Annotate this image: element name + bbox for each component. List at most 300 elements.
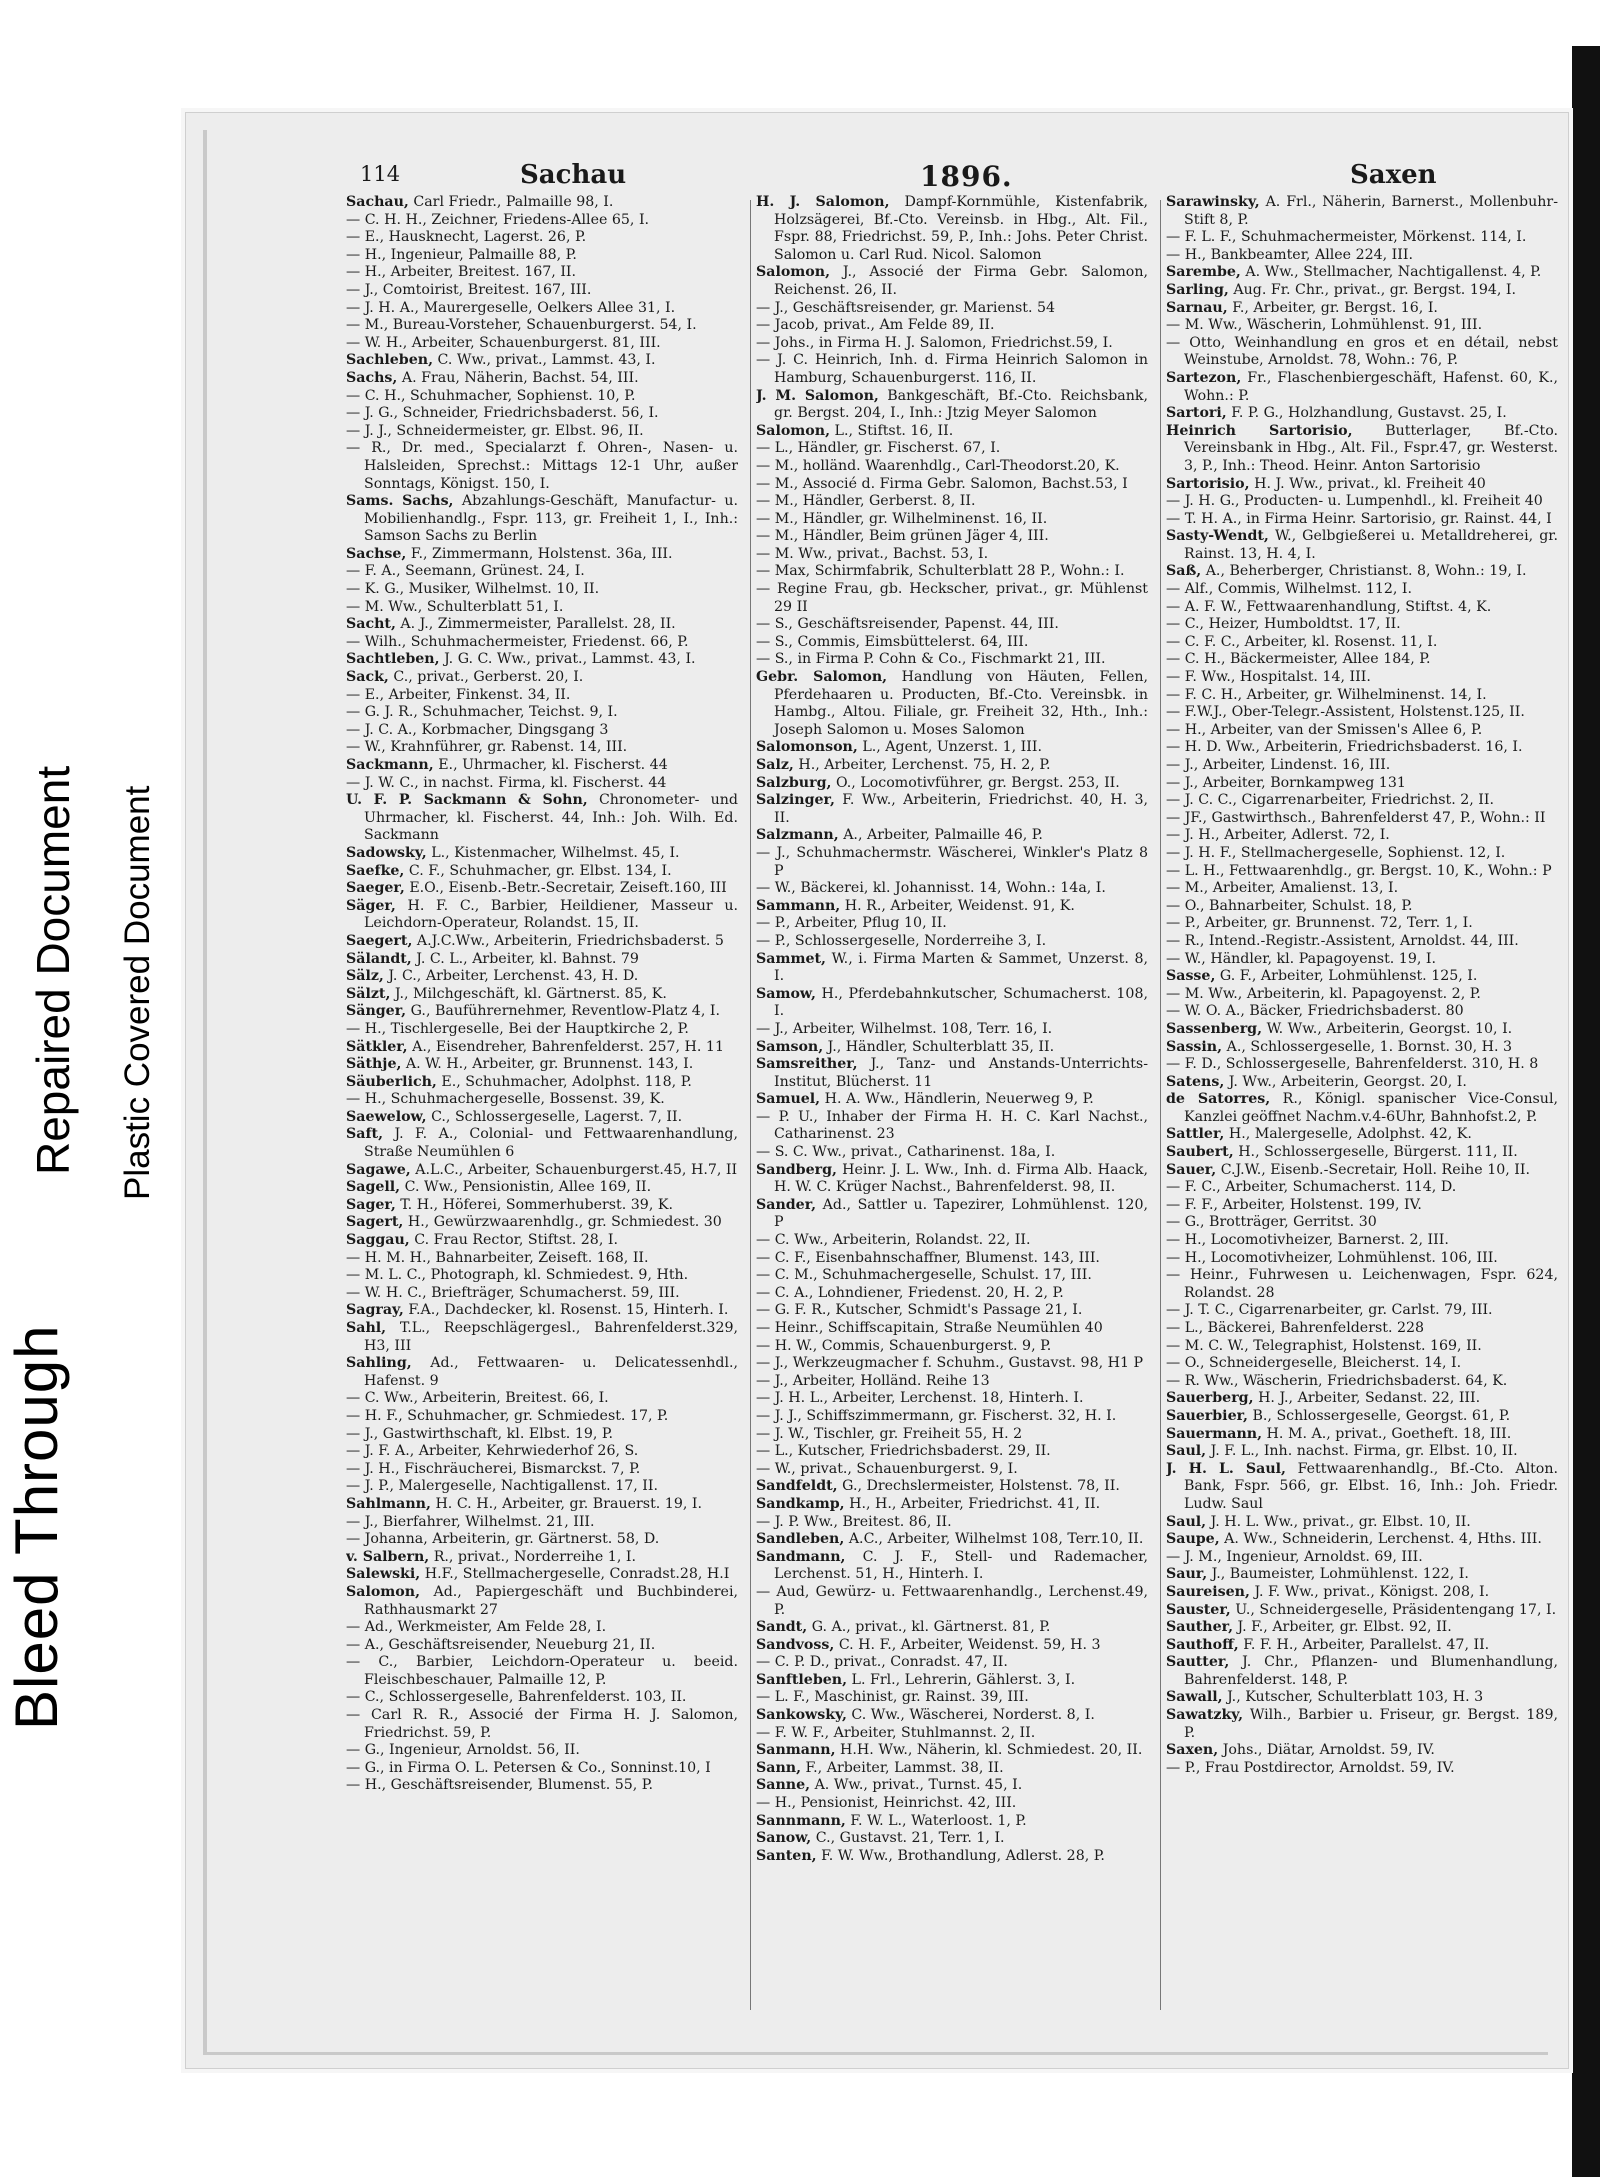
directory-entry (346, 968, 738, 986)
directory-entry (1166, 757, 1558, 775)
directory-entry (346, 863, 738, 881)
entry-name: Sarnau, (1166, 299, 1228, 316)
entry-text: — P. U., Inhaber der Firma H. H. C. Karl Nachst., Catharinenst. 23 (756, 1108, 1148, 1143)
directory-entry (346, 352, 738, 370)
directory-entry (756, 493, 1148, 511)
entry-text: J. G. C. Ww., privat., Lammst. 43, I. (444, 651, 696, 668)
entry-text: — W., privat., Schauenburgerst. 9, I. (756, 1460, 1018, 1477)
entry-name: Saul, (1166, 1443, 1207, 1460)
column-1 (346, 194, 738, 2014)
entry-name: Sasty-Wendt, (1166, 528, 1269, 545)
entry-text: J., Associé der Firma Gebr. Salomon, Reichenst. 26, II. (774, 264, 1148, 298)
entry-name: Saubert, (1166, 1144, 1234, 1161)
directory-entry (1166, 1126, 1558, 1144)
directory-entry (346, 951, 738, 969)
directory-entry (756, 1549, 1148, 1584)
entry-name: Saxen, (1166, 1742, 1219, 1759)
entry-text: J. F. L., Inh. nachst. Firma, gr. Elbst. 10, II. (1210, 1443, 1518, 1460)
directory-entry (1166, 317, 1558, 335)
directory-entry (756, 1531, 1148, 1549)
entry-text: L., Stiftst. 16, II. (834, 422, 954, 439)
directory-entry (1166, 1355, 1558, 1373)
entry-text: E., Uhrmacher, kl. Fischerst. 44 (438, 757, 668, 773)
directory-entry (346, 722, 738, 740)
entry-text: C., privat., Gerberst. 20, I. (393, 669, 584, 686)
entry-text: B., Schlossergeselle, Georgst. 61, P. (1252, 1407, 1511, 1424)
entry-text: A. Frl., Näherin, Barnerst., Mollenbuhr-Stift 8, P. (1184, 194, 1558, 228)
directory-entry (346, 1179, 738, 1197)
directory-entry (1166, 282, 1558, 300)
entry-name: Gebr. Salomon, (756, 669, 888, 686)
directory-entry (346, 1777, 738, 1795)
entry-name: Salzmann, (756, 827, 839, 844)
entry-name: Sassin, (1166, 1038, 1223, 1055)
entry-text: W. Ww., Arbeiterin, Georgst. 10, I. (1266, 1020, 1513, 1037)
entry-text: — O., Bahnarbeiter, Schulst. 18, P. (1166, 897, 1413, 914)
directory-entry (1166, 1461, 1558, 1514)
entry-text: L. Frl., Lehrerin, Gählerst. 3, I. (851, 1671, 1076, 1688)
entry-name: Samson, (756, 1038, 824, 1055)
running-head-year: 1896. (920, 160, 1013, 193)
entry-text: — C. Ww., Arbeiterin, Rolandst. 22, II. (756, 1232, 1031, 1249)
entry-text: — H., Bankbeamter, Allee 224, III. (1166, 246, 1413, 263)
directory-entry (1166, 1566, 1558, 1584)
directory-entry (1166, 1074, 1558, 1092)
entry-name: Sartorisio, (1166, 475, 1250, 492)
directory-entry (756, 1478, 1148, 1496)
entry-text: F. F. H., Arbeiter, Parallelst. 47, II. (1243, 1636, 1490, 1653)
entry-text: — H., Ingenieur, Palmaille 88, P. (346, 246, 577, 263)
entry-text: — C. F. C., Arbeiter, kl. Rosenst. 11, I. (1166, 633, 1438, 650)
directory-entry (756, 827, 1148, 845)
directory-entry (756, 933, 1148, 951)
directory-entry (756, 951, 1148, 986)
directory-entry (756, 845, 1148, 880)
entry-text: J., Händler, Schulterblatt 35, II. (827, 1038, 1055, 1055)
entry-text: — H., Pensionist, Heinrichst. 42, III. (756, 1795, 1017, 1812)
entry-text: — J. F. A., Arbeiter, Kehrwiederhof 26, S. (346, 1443, 639, 1460)
directory-entry (346, 1461, 738, 1479)
entry-text: — M., Händler, Beim grünen Jäger 4, III. (756, 528, 1049, 545)
entry-text: — J., Geschäftsreisender, gr. Marienst. 54 (756, 299, 1056, 316)
directory-entry (346, 1126, 738, 1161)
directory-entry (1166, 951, 1558, 969)
entry-text: C., Gustavst. 21, Terr. 1, I. (815, 1830, 1005, 1847)
entry-name: Sänger, (346, 1003, 407, 1020)
entry-text: C. Ww., privat., Lammst. 43, I. (437, 352, 656, 369)
entry-text: F. W. Ww., Brothandlung, Adlerst. 28, P. (821, 1847, 1105, 1864)
entry-text: Handlung von Häuten, Fellen, Pferdehaaren u. Producten, Bf.-Cto. Vereinsbk. in Hambg., Altou. Filiale, gr. Freiheit 32, Hth., Inh.: Joseph Salomon u. Moses Salomon (774, 669, 1148, 738)
entry-text: — W. O. A., Bäcker, Friedrichsbaderst. 80 (1166, 1003, 1464, 1020)
directory-entry (346, 1232, 738, 1250)
directory-entry (756, 1689, 1148, 1707)
directory-entry (346, 933, 738, 951)
entry-text: A., Eisendreher, Bahrenfelderst. 257, H. 11 (412, 1038, 724, 1055)
entry-text: — S., Commis, Eimsbüttelerst. 64, III. (756, 633, 1029, 650)
directory-entry (346, 1039, 738, 1057)
directory-entry (346, 687, 738, 705)
entry-text: A.J.C.Ww., Arbeiterin, Friedrichsbaderst. 5 (416, 932, 724, 949)
directory-entry (756, 792, 1148, 827)
directory-entry (346, 1496, 738, 1514)
directory-entry (756, 775, 1148, 793)
directory-entry (756, 669, 1148, 739)
directory-entry (1166, 739, 1558, 757)
directory-entry (1166, 880, 1558, 898)
directory-entry (1166, 405, 1558, 423)
entry-text: T. H., Höferei, Sommerhuberst. 39, K. (400, 1196, 673, 1213)
directory-entry (346, 212, 738, 230)
entry-name: Sannmann, (756, 1812, 846, 1829)
entry-text: Chronometer- und Uhrmacher, kl. Fischerst. 44, Inh.: Joh. Wilh. Ed. Sackmann (364, 792, 738, 844)
directory-entry (346, 1760, 738, 1778)
directory-entry (1166, 1549, 1558, 1567)
entry-text: — Johs., in Firma H. J. Salomon, Friedrichst.59, I. (756, 334, 1113, 351)
directory-entry (346, 1214, 738, 1232)
directory-entry (346, 1003, 738, 1021)
directory-entry (1166, 194, 1558, 229)
running-head-right: Saxen (1350, 160, 1437, 190)
entry-text: — J., Arbeiter, Holländ. Reihe 13 (756, 1372, 990, 1389)
entry-text: — W., Händler, kl. Papagoyenst. 19, I. (1166, 950, 1436, 967)
entry-text: J. Chr., Pflanzen- und Blumenhandlung, Bahrenfelderst. 148, P. (1184, 1654, 1558, 1688)
directory-entry (346, 1250, 738, 1268)
directory-entry (756, 1039, 1148, 1057)
directory-entry (1166, 669, 1558, 687)
entry-text: R., privat., Norderreihe 1, I. (433, 1548, 636, 1565)
entry-name: Sandt, (756, 1619, 808, 1636)
directory-entry (346, 546, 738, 564)
directory-entry (1166, 1338, 1558, 1356)
directory-entry (756, 1707, 1148, 1725)
entry-name: Sanow, (756, 1830, 812, 1847)
directory-entry (346, 757, 738, 775)
entry-text: — A., Geschäftsreisender, Neueburg 21, II. (346, 1636, 656, 1653)
entry-text: F. Ww., Arbeiterin, Friedrichst. 40, H. 3, II. (774, 792, 1148, 826)
entry-text: G., Bauführernehmer, Reventlow-Platz 4, I. (410, 1003, 720, 1020)
entry-name: Heinrich Sartorisio, (1166, 422, 1353, 439)
entry-text: J. Ww., Arbeiterin, Georgst. 20, I. (1228, 1073, 1467, 1090)
directory-entry (756, 352, 1148, 387)
directory-entry (756, 1408, 1148, 1426)
entry-text: H. F. C., Barbier, Heildiener, Masseur u. Leichdorn-Operateur, Rolandst. 15, II. (364, 897, 738, 932)
directory-entry (346, 1355, 738, 1390)
entry-name: Sandleben, (756, 1531, 845, 1548)
entry-name: H. J. Salomon, (756, 194, 890, 210)
entry-text: — F. A., Seemann, Grünest. 24, I. (346, 563, 585, 580)
directory-entry (346, 247, 738, 265)
entry-text: — C., Schlossergeselle, Bahrenfelderst. 103, II. (346, 1689, 687, 1706)
directory-entry (1166, 616, 1558, 634)
directory-entry (1166, 1250, 1558, 1268)
directory-entry (756, 1760, 1148, 1778)
entry-text: — L., Kutscher, Friedrichsbaderst. 29, II. (756, 1443, 1051, 1460)
entry-text: J. H. L. Ww., privat., gr. Elbst. 10, II. (1210, 1513, 1471, 1530)
entry-text: — M. Ww., Wäscherin, Lohmühlenst. 91, III. (1166, 317, 1483, 334)
directory-entry (1166, 687, 1558, 705)
directory-entry (1166, 1232, 1558, 1250)
entry-text: C. Ww., Wäscherei, Norderst. 8, I. (851, 1707, 1095, 1724)
entry-name: Sauerberg, (1166, 1390, 1254, 1407)
directory-entry (756, 1461, 1148, 1479)
directory-entry (346, 440, 738, 493)
directory-entry (1166, 792, 1558, 810)
directory-entry (1166, 229, 1558, 247)
entry-name: Sammann, (756, 897, 841, 914)
entry-text: — J. H. A., Maurergeselle, Oelkers Allee 31, I. (346, 299, 676, 316)
directory-entry (756, 1637, 1148, 1655)
entry-text: — H. W., Commis, Schauenburgerst. 9, P. (756, 1337, 1052, 1354)
entry-text: — H., Schuhmachergeselle, Bossenst. 39, K. (346, 1091, 665, 1108)
entry-name: Sachau, (346, 194, 409, 210)
directory-entry (1166, 423, 1558, 476)
directory-entry (346, 370, 738, 388)
directory-entry (1166, 898, 1558, 916)
entry-text: — E., Hausknecht, Lagerst. 26, P. (346, 229, 587, 246)
entry-text: C. J. F., Stell- und Rademacher, Lerchenst. 51, H., Hinterh. I. (774, 1548, 1148, 1583)
entry-text: Dampf-Kornmühle, Kistenfabrik, Holzsägerei, Bf.-Cto. Vereinsb. in Hbg., Alt. Fil., Fspr. 88, Friedrichst. 59, P., Inh.: Johs. Peter Christ. Salomon u. Carl Rud. Nicol. Salomon (774, 194, 1148, 263)
directory-entry (1166, 1408, 1558, 1426)
entry-name: Saur, (1166, 1566, 1208, 1583)
directory-entry (1166, 370, 1558, 405)
entry-text: H.H. Ww., Näherin, kl. Schmiedest. 20, II. (840, 1742, 1143, 1759)
directory-entry (1166, 1443, 1558, 1461)
directory-entry (756, 1672, 1148, 1690)
entry-text: — J., Arbeiter, Lindenst. 16, III. (1166, 757, 1391, 773)
directory-entry (756, 423, 1148, 441)
entry-name: de Satorres, (1166, 1091, 1271, 1108)
directory-entry (346, 1707, 738, 1742)
entry-name: Sahlmann, (346, 1495, 431, 1512)
directory-entry (346, 335, 738, 353)
directory-entry (1166, 1707, 1558, 1742)
directory-entry (1166, 581, 1558, 599)
entry-text: — J. H. L., Arbeiter, Lerchenst. 18, Hinterh. I. (756, 1390, 1084, 1407)
directory-entry (1166, 1267, 1558, 1302)
directory-entry (1166, 1742, 1558, 1760)
directory-entry (346, 423, 738, 441)
directory-entry (1166, 528, 1558, 563)
entry-text: — L. F., Maschinist, gr. Rainst. 39, III. (756, 1689, 1029, 1706)
entry-text: E.O., Eisenb.-Betr.-Secretair, Zeiseft.160, III (409, 880, 727, 897)
entry-name: Säuberlich, (346, 1073, 437, 1090)
directory-entry (756, 546, 1148, 564)
directory-entry (756, 335, 1148, 353)
entry-text: — F. Ww., Hospitalst. 14, III. (1166, 669, 1371, 686)
entry-text: — H. M. H., Bahnarbeiter, Zeiseft. 168, II. (346, 1249, 649, 1266)
directory-entry (1166, 1091, 1558, 1126)
directory-entry (756, 388, 1148, 423)
entry-name: Sassenberg, (1166, 1020, 1263, 1037)
entry-name: Saß, (1166, 563, 1202, 580)
entry-name: Sauerbier, (1166, 1407, 1248, 1424)
directory-entry (1166, 1302, 1558, 1320)
entry-text: C. F., Schuhmacher, gr. Elbst. 134, I. (408, 862, 672, 879)
directory-entry (1166, 1039, 1558, 1057)
entry-name: Sattler, (1166, 1126, 1225, 1143)
entry-name: Sagray, (346, 1302, 404, 1319)
directory-entry (346, 1478, 738, 1496)
entry-text: C. Ww., Pensionistin, Allee 169, II. (404, 1179, 652, 1196)
entry-text: G. A., privat., kl. Gärtnerst. 81, P. (811, 1619, 1051, 1636)
directory-entry (346, 1390, 738, 1408)
entry-text: — H., Arbeiter, Breitest. 167, II. (346, 264, 577, 281)
entry-text: — F. D., Schlossergeselle, Bahrenfelderst. 310, H. 8 (1166, 1056, 1539, 1073)
directory-entry (1166, 775, 1558, 793)
directory-entry (756, 476, 1148, 494)
directory-entry (346, 1549, 738, 1567)
directory-entry (756, 440, 1148, 458)
directory-entry (756, 898, 1148, 916)
directory-entry (756, 1144, 1148, 1162)
entry-text: — P., Arbeiter, Pflug 10, II. (756, 915, 947, 932)
directory-entry (346, 1320, 738, 1355)
entry-name: Sauster, (1166, 1601, 1231, 1618)
directory-entry (1166, 1390, 1558, 1408)
directory-entry (1166, 968, 1558, 986)
entry-name: Sälz, (346, 968, 384, 985)
entry-name: Sackmann, (346, 757, 434, 773)
entry-text: — C., Barbier, Leichdorn-Operateur u. beeid. Fleischbeschauer, Palmaille 12, P. (346, 1654, 738, 1688)
directory-entry (1166, 1602, 1558, 1620)
entry-text: — C., Heizer, Humboldtst. 17, II. (1166, 616, 1401, 633)
entry-name: Sachleben, (346, 352, 434, 369)
column-3 (1166, 194, 1558, 2014)
entry-text: L., Agent, Unzerst. 1, III. (862, 739, 1042, 756)
directory-entry (1166, 1320, 1558, 1338)
entry-text: — Regine Frau, gb. Heckscher, privat., gr. Mühlenst 29 II (756, 581, 1148, 615)
directory-entry (756, 1584, 1148, 1619)
entry-text: J. F., Arbeiter, gr. Elbst. 92, II. (1237, 1619, 1452, 1636)
entry-name: Sachse, (346, 545, 407, 562)
directory-entry (1166, 511, 1558, 529)
entry-text: — J. G., Schneider, Friedrichsbaderst. 56, I. (346, 405, 659, 422)
directory-entry (1166, 1637, 1558, 1655)
directory-entry (756, 1285, 1148, 1303)
directory-entry (346, 1109, 738, 1127)
entry-name: Sammet, (756, 950, 826, 967)
entry-text: H., Gewürzwaarenhdlg., gr. Schmiedest. 30 (407, 1214, 722, 1231)
entry-text: — J., Arbeiter, Wilhelmst. 108, Terr. 16, I. (756, 1020, 1053, 1037)
directory-entry (346, 704, 738, 722)
entry-text: A.L.C., Arbeiter, Schauenburgerst.45, H.7, II (415, 1161, 738, 1178)
directory-entry (1166, 1689, 1558, 1707)
entry-text: F. W. L., Waterloost. 1, P. (850, 1812, 1027, 1829)
directory-entry (346, 317, 738, 335)
directory-entry (1166, 300, 1558, 318)
entry-text: C. Frau Rector, Stiftst. 28, I. (414, 1232, 618, 1249)
entry-text: — F. F., Arbeiter, Holstenst. 199, IV. (1166, 1196, 1422, 1213)
entry-name: Salomon, (756, 264, 831, 281)
entry-name: J. M. Salomon, (756, 387, 879, 404)
entry-name: Sawatzky, (1166, 1707, 1244, 1724)
entry-text: — Heinr., Schiffscapitain, Straße Neumühlen 40 (756, 1320, 1103, 1336)
entry-text: — H., Tischlergeselle, Bei der Hauptkirche 2, P. (346, 1020, 689, 1037)
directory-entry (756, 880, 1148, 898)
entry-text: — J., Schuhmachermstr. Wäscherei, Winkler's Platz 8 P (756, 844, 1148, 879)
entry-text: — Johanna, Arbeiterin, gr. Gärtnerst. 58, D. (346, 1531, 660, 1548)
entry-text: C. H. F., Arbeiter, Weidenst. 59, H. 3 (838, 1636, 1101, 1653)
entry-name: Sautter, (1166, 1654, 1230, 1671)
entry-text: — Jacob, privat., Am Felde 89, II. (756, 317, 995, 334)
entry-text: C., Schlossergeselle, Lagerst. 7, II. (431, 1108, 683, 1125)
directory-entry (756, 1338, 1148, 1356)
entry-name: Sätkler, (346, 1038, 408, 1055)
directory-entry (1166, 1619, 1558, 1637)
directory-entry (756, 757, 1148, 775)
directory-entry (756, 1848, 1148, 1866)
entry-text: — J. T. C., Cigarrenarbeiter, gr. Carlst. 79, III. (1166, 1302, 1493, 1319)
entry-text: — R., Dr. med., Specialarzt f. Ohren-, Nasen- u. Halsleiden, Sprechst.: Mittags 12-1 Uhr, außer Sonntags, Königst. 150, I. (346, 440, 738, 492)
entry-name: Sauthoff, (1166, 1636, 1239, 1653)
entry-text: — T. H. A., in Firma Heinr. Sartorisio, gr. Rainst. 44, I (1166, 510, 1552, 527)
directory-entry (346, 1689, 738, 1707)
entry-text: H. M. A., privat., Goetheft. 18, III. (1266, 1425, 1512, 1442)
directory-entry (756, 1373, 1148, 1391)
entry-text: — O., Schneidergeselle, Bleicherst. 14, I. (1166, 1355, 1462, 1372)
entry-name: Sanftleben, (756, 1671, 848, 1688)
entry-text: W., i. Firma Marten & Sammet, Unzerst. 8, I. (774, 950, 1148, 985)
entry-name: Sandberg, (756, 1161, 837, 1178)
entry-text: H., Pferdebahnkutscher, Schumacherst. 108, I. (774, 985, 1148, 1020)
entry-text: — C. F., Eisenbahnschaffner, Blumenst. 143, III. (756, 1249, 1100, 1266)
directory-entry (756, 511, 1148, 529)
directory-entry (1166, 1179, 1558, 1197)
entry-text: — C. M., Schuhmachergeselle, Schulst. 17, III. (756, 1267, 1092, 1284)
entry-text: — J. H., Arbeiter, Adlerst. 72, I. (1166, 827, 1390, 844)
directory-entry (1166, 986, 1558, 1004)
entry-name: Salomon, (756, 422, 831, 439)
directory-entry (346, 1021, 738, 1039)
entry-name: Salzburg, (756, 774, 832, 791)
entry-text: Heinr. J. L. Ww., Inh. d. Firma Alb. Haack, H. W. C. Krüger Nachst., Bahrenfelderst. 98, II. (774, 1161, 1148, 1196)
entry-text: — G., Brotträger, Gerritst. 30 (1166, 1214, 1377, 1231)
directory-entry (346, 792, 738, 845)
entry-text: — Aud, Gewürz- u. Fettwaarenhandlg., Lerchenst.49, P. (756, 1583, 1148, 1618)
entry-name: Sauermann, (1166, 1425, 1263, 1442)
entry-text: — F. W. F., Arbeiter, Stuhlmannst. 2, II. (756, 1724, 1036, 1741)
entry-text: — M. Ww., Schulterblatt 51, I. (346, 598, 564, 615)
directory-entry (346, 739, 738, 757)
entry-text: — H. F., Schuhmacher, gr. Schmiedest. 17, P. (346, 1407, 669, 1424)
directory-entry (1166, 827, 1558, 845)
entry-text: — J. C. A., Korbmacher, Dingsgang 3 (346, 721, 609, 738)
entry-text: — J. H. G., Producten- u. Lumpenhdl., kl. Freiheit 40 (1166, 493, 1543, 510)
directory-entry (756, 1021, 1148, 1039)
entry-text: A., Arbeiter, Palmaille 46, P. (843, 827, 1043, 844)
directory-entry (346, 775, 738, 793)
column-2 (756, 194, 1148, 2014)
directory-entry (346, 1285, 738, 1303)
entry-text: J. C. L., Arbeiter, kl. Bahnst. 79 (416, 950, 639, 967)
directory-entry (346, 1619, 738, 1637)
entry-text: A. J., Zimmermeister, Parallelst. 28, II. (400, 616, 676, 633)
entry-name: Sachtleben, (346, 651, 440, 668)
directory-entry (1166, 493, 1558, 511)
directory-columns (346, 194, 1558, 2014)
entry-text: — P., Schlossergeselle, Norderreihe 3, I. (756, 932, 1047, 949)
directory-entry (1166, 933, 1558, 951)
entry-name: Santen, (756, 1847, 817, 1864)
directory-entry (346, 599, 738, 617)
entry-name: Sankowsky, (756, 1707, 847, 1724)
directory-entry (346, 634, 738, 652)
entry-name: Sartezon, (1166, 369, 1242, 386)
directory-entry (756, 1109, 1148, 1144)
entry-name: Salomonson, (756, 739, 858, 756)
directory-entry (346, 229, 738, 247)
entry-text: — J. H., Fischräucherei, Bismarckst. 7, P. (346, 1460, 641, 1477)
